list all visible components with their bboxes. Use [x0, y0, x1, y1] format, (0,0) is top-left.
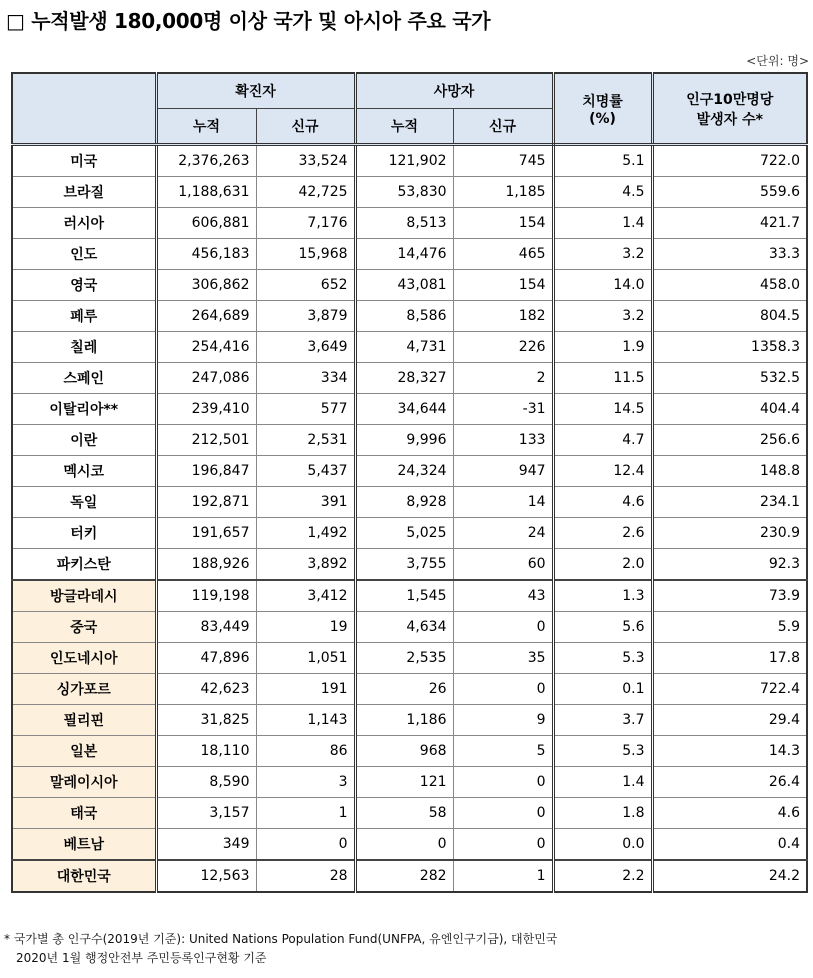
header-deaths-new: 신규 [453, 109, 553, 145]
deaths-cumulative-cell: 1,545 [355, 580, 453, 612]
country-cell: 태국 [12, 798, 156, 829]
deaths-new-cell: 947 [453, 456, 553, 487]
fatality-rate-cell: 3.7 [553, 705, 652, 736]
deaths-new-cell: 133 [453, 425, 553, 456]
deaths-new-cell: 0 [453, 798, 553, 829]
deaths-new-cell: 5 [453, 736, 553, 767]
confirmed-new-cell: 5,437 [256, 456, 355, 487]
deaths-cumulative-cell: 26 [355, 674, 453, 705]
deaths-new-cell: 24 [453, 518, 553, 549]
table-row [12, 705, 807, 736]
confirmed-cumulative-cell: 264,689 [156, 301, 256, 332]
fatality-rate-cell: 5.6 [553, 612, 652, 643]
deaths-new-cell: 35 [453, 643, 553, 674]
fatality-rate-cell: 2.2 [553, 860, 652, 892]
fatality-rate-cell: 14.0 [553, 270, 652, 301]
per100k-cell: 234.1 [652, 487, 807, 518]
table-row [12, 332, 807, 363]
confirmed-new-cell: 33,524 [256, 145, 355, 177]
confirmed-new-cell: 7,176 [256, 208, 355, 239]
table-body [12, 145, 807, 893]
fatality-rate-cell: 2.6 [553, 518, 652, 549]
deaths-new-cell: -31 [453, 394, 553, 425]
deaths-new-cell: 154 [453, 208, 553, 239]
table-row [12, 363, 807, 394]
header-fatality-label: 치명률 [582, 93, 623, 110]
deaths-new-cell: 0 [453, 674, 553, 705]
country-cell: 미국 [12, 145, 156, 177]
confirmed-new-cell: 1,492 [256, 518, 355, 549]
confirmed-new-cell: 3,412 [256, 580, 355, 612]
table-row [12, 239, 807, 270]
country-cell: 브라질 [12, 177, 156, 208]
table-row [12, 177, 807, 208]
deaths-cumulative-cell: 58 [355, 798, 453, 829]
fatality-rate-cell: 0.0 [553, 829, 652, 861]
fatality-rate-cell: 12.4 [553, 456, 652, 487]
per100k-cell: 29.4 [652, 705, 807, 736]
confirmed-new-cell: 86 [256, 736, 355, 767]
confirmed-cumulative-cell: 2,376,263 [156, 145, 256, 177]
confirmed-cumulative-cell: 3,157 [156, 798, 256, 829]
confirmed-new-cell: 1 [256, 798, 355, 829]
header-fatality-unit: (%) [589, 110, 616, 127]
country-cell: 스페인 [12, 363, 156, 394]
country-cell: 싱가포르 [12, 674, 156, 705]
table-row [12, 208, 807, 239]
corner-header-cell [12, 73, 156, 145]
table-row [12, 798, 807, 829]
deaths-cumulative-cell: 8,586 [355, 301, 453, 332]
deaths-new-cell: 0 [453, 829, 553, 861]
table-row [12, 736, 807, 767]
fatality-rate-cell: 3.2 [553, 301, 652, 332]
footnote [4, 930, 557, 968]
country-cell: 독일 [12, 487, 156, 518]
deaths-new-cell: 226 [453, 332, 553, 363]
confirmed-cumulative-cell: 196,847 [156, 456, 256, 487]
country-cell: 터키 [12, 518, 156, 549]
confirmed-cumulative-cell: 31,825 [156, 705, 256, 736]
confirmed-cumulative-cell: 456,183 [156, 239, 256, 270]
confirmed-cumulative-cell: 212,501 [156, 425, 256, 456]
confirmed-new-cell: 2,531 [256, 425, 355, 456]
confirmed-cumulative-cell: 188,926 [156, 549, 256, 581]
deaths-new-cell: 60 [453, 549, 553, 581]
country-cell: 인도네시아 [12, 643, 156, 674]
deaths-new-cell: 154 [453, 270, 553, 301]
covid-stats-table [11, 72, 808, 893]
country-cell: 필리핀 [12, 705, 156, 736]
deaths-cumulative-cell: 282 [355, 860, 453, 892]
deaths-cumulative-cell: 968 [355, 736, 453, 767]
header-confirmed-cumulative: 누적 [156, 109, 256, 145]
fatality-rate-cell: 5.3 [553, 643, 652, 674]
fatality-rate-cell: 4.7 [553, 425, 652, 456]
deaths-new-cell: 2 [453, 363, 553, 394]
unit-label: <단위: 명> [746, 54, 809, 68]
confirmed-new-cell: 19 [256, 612, 355, 643]
page-title: □ 누적발생 180,000명 이상 국가 및 아시아 주요 국가 [6, 9, 491, 33]
table-row [12, 549, 807, 581]
table-row [12, 643, 807, 674]
country-cell: 방글라데시 [12, 580, 156, 612]
country-cell: 베트남 [12, 829, 156, 861]
per100k-cell: 421.7 [652, 208, 807, 239]
deaths-cumulative-cell: 8,928 [355, 487, 453, 518]
deaths-new-cell: 745 [453, 145, 553, 177]
fatality-rate-cell: 14.5 [553, 394, 652, 425]
deaths-new-cell: 0 [453, 767, 553, 798]
country-cell: 인도 [12, 239, 156, 270]
fatality-rate-cell: 4.6 [553, 487, 652, 518]
confirmed-cumulative-cell: 306,862 [156, 270, 256, 301]
per100k-cell: 5.9 [652, 612, 807, 643]
per100k-cell: 458.0 [652, 270, 807, 301]
confirmed-cumulative-cell: 12,563 [156, 860, 256, 892]
confirmed-new-cell: 1,143 [256, 705, 355, 736]
deaths-cumulative-cell: 34,644 [355, 394, 453, 425]
deaths-new-cell: 1 [453, 860, 553, 892]
confirmed-new-cell: 3 [256, 767, 355, 798]
confirmed-new-cell: 191 [256, 674, 355, 705]
country-cell: 말레이시아 [12, 767, 156, 798]
fatality-rate-cell: 4.5 [553, 177, 652, 208]
deaths-cumulative-cell: 3,755 [355, 549, 453, 581]
fatality-rate-cell: 1.4 [553, 208, 652, 239]
deaths-cumulative-cell: 1,186 [355, 705, 453, 736]
fatality-rate-cell: 3.2 [553, 239, 652, 270]
confirmed-cumulative-cell: 192,871 [156, 487, 256, 518]
deaths-cumulative-cell: 4,634 [355, 612, 453, 643]
per100k-cell: 73.9 [652, 580, 807, 612]
per100k-cell: 0.4 [652, 829, 807, 861]
table-row [12, 145, 807, 177]
confirmed-new-cell: 577 [256, 394, 355, 425]
per100k-cell: 148.8 [652, 456, 807, 487]
deaths-cumulative-cell: 24,324 [355, 456, 453, 487]
confirmed-cumulative-cell: 42,623 [156, 674, 256, 705]
confirmed-cumulative-cell: 119,198 [156, 580, 256, 612]
deaths-cumulative-cell: 5,025 [355, 518, 453, 549]
confirmed-new-cell: 391 [256, 487, 355, 518]
fatality-rate-cell: 11.5 [553, 363, 652, 394]
confirmed-cumulative-cell: 47,896 [156, 643, 256, 674]
country-cell: 영국 [12, 270, 156, 301]
deaths-cumulative-cell: 121 [355, 767, 453, 798]
confirmed-cumulative-cell: 18,110 [156, 736, 256, 767]
per100k-cell: 4.6 [652, 798, 807, 829]
per100k-cell: 33.3 [652, 239, 807, 270]
header-confirmed-new: 신규 [256, 109, 355, 145]
table-row [12, 301, 807, 332]
country-cell: 멕시코 [12, 456, 156, 487]
header-fatality [553, 73, 652, 145]
deaths-cumulative-cell: 4,731 [355, 332, 453, 363]
country-cell: 일본 [12, 736, 156, 767]
deaths-new-cell: 0 [453, 612, 553, 643]
header-confirmed: 확진자 [156, 73, 355, 109]
table-row [12, 270, 807, 301]
table-row [12, 674, 807, 705]
deaths-cumulative-cell: 43,081 [355, 270, 453, 301]
confirmed-cumulative-cell: 8,590 [156, 767, 256, 798]
header-deaths-cumulative: 누적 [355, 109, 453, 145]
header-per100k [652, 73, 807, 145]
confirmed-new-cell: 42,725 [256, 177, 355, 208]
per100k-cell: 256.6 [652, 425, 807, 456]
confirmed-cumulative-cell: 239,410 [156, 394, 256, 425]
confirmed-new-cell: 3,892 [256, 549, 355, 581]
fatality-rate-cell: 1.9 [553, 332, 652, 363]
per100k-cell: 722.4 [652, 674, 807, 705]
confirmed-new-cell: 3,879 [256, 301, 355, 332]
per100k-cell: 230.9 [652, 518, 807, 549]
confirmed-new-cell: 1,051 [256, 643, 355, 674]
per100k-cell: 24.2 [652, 860, 807, 892]
per100k-cell: 92.3 [652, 549, 807, 581]
header-per100k-line2: 발생자 수* [696, 111, 763, 128]
table-row [12, 425, 807, 456]
deaths-cumulative-cell: 2,535 [355, 643, 453, 674]
deaths-cumulative-cell: 0 [355, 829, 453, 861]
confirmed-cumulative-cell: 606,881 [156, 208, 256, 239]
deaths-new-cell: 9 [453, 705, 553, 736]
table-row [12, 456, 807, 487]
confirmed-cumulative-cell: 191,657 [156, 518, 256, 549]
deaths-cumulative-cell: 121,902 [355, 145, 453, 177]
per100k-cell: 804.5 [652, 301, 807, 332]
header-per100k-line1: 인구10만명당 [686, 91, 774, 108]
country-cell: 이탈리아** [12, 394, 156, 425]
confirmed-cumulative-cell: 83,449 [156, 612, 256, 643]
confirmed-new-cell: 652 [256, 270, 355, 301]
deaths-cumulative-cell: 28,327 [355, 363, 453, 394]
fatality-rate-cell: 5.1 [553, 145, 652, 177]
confirmed-new-cell: 28 [256, 860, 355, 892]
deaths-new-cell: 14 [453, 487, 553, 518]
per100k-cell: 14.3 [652, 736, 807, 767]
confirmed-new-cell: 15,968 [256, 239, 355, 270]
fatality-rate-cell: 1.4 [553, 767, 652, 798]
table-row [12, 580, 807, 612]
confirmed-new-cell: 0 [256, 829, 355, 861]
fatality-rate-cell: 1.3 [553, 580, 652, 612]
fatality-rate-cell: 1.8 [553, 798, 652, 829]
country-cell: 파키스탄 [12, 549, 156, 581]
per100k-cell: 559.6 [652, 177, 807, 208]
table-row [12, 518, 807, 549]
fatality-rate-cell: 0.1 [553, 674, 652, 705]
table-row [12, 612, 807, 643]
confirmed-new-cell: 334 [256, 363, 355, 394]
table-row [12, 767, 807, 798]
table-row [12, 829, 807, 861]
confirmed-cumulative-cell: 349 [156, 829, 256, 861]
footnote-line2: 2020년 1월 행정안전부 주민등록인구현황 기준 [16, 951, 267, 965]
country-cell: 이란 [12, 425, 156, 456]
confirmed-cumulative-cell: 1,188,631 [156, 177, 256, 208]
deaths-new-cell: 182 [453, 301, 553, 332]
deaths-cumulative-cell: 8,513 [355, 208, 453, 239]
table-row [12, 394, 807, 425]
per100k-cell: 722.0 [652, 145, 807, 177]
confirmed-cumulative-cell: 254,416 [156, 332, 256, 363]
deaths-cumulative-cell: 53,830 [355, 177, 453, 208]
per100k-cell: 532.5 [652, 363, 807, 394]
per100k-cell: 17.8 [652, 643, 807, 674]
deaths-new-cell: 1,185 [453, 177, 553, 208]
deaths-new-cell: 43 [453, 580, 553, 612]
table-row [12, 860, 807, 892]
per100k-cell: 26.4 [652, 767, 807, 798]
country-cell: 대한민국 [12, 860, 156, 892]
header-deaths: 사망자 [355, 73, 553, 109]
deaths-cumulative-cell: 14,476 [355, 239, 453, 270]
country-cell: 중국 [12, 612, 156, 643]
country-cell: 러시아 [12, 208, 156, 239]
confirmed-new-cell: 3,649 [256, 332, 355, 363]
country-cell: 칠레 [12, 332, 156, 363]
country-cell: 페루 [12, 301, 156, 332]
deaths-new-cell: 465 [453, 239, 553, 270]
confirmed-cumulative-cell: 247,086 [156, 363, 256, 394]
deaths-cumulative-cell: 9,996 [355, 425, 453, 456]
fatality-rate-cell: 5.3 [553, 736, 652, 767]
fatality-rate-cell: 2.0 [553, 549, 652, 581]
footnote-line1: * 국가별 총 인구수(2019년 기준): United Nations Population Fund(UNFPA, 유엔인구기금), 대한민국 [4, 932, 558, 946]
per100k-cell: 1358.3 [652, 332, 807, 363]
per100k-cell: 404.4 [652, 394, 807, 425]
table-row [12, 487, 807, 518]
